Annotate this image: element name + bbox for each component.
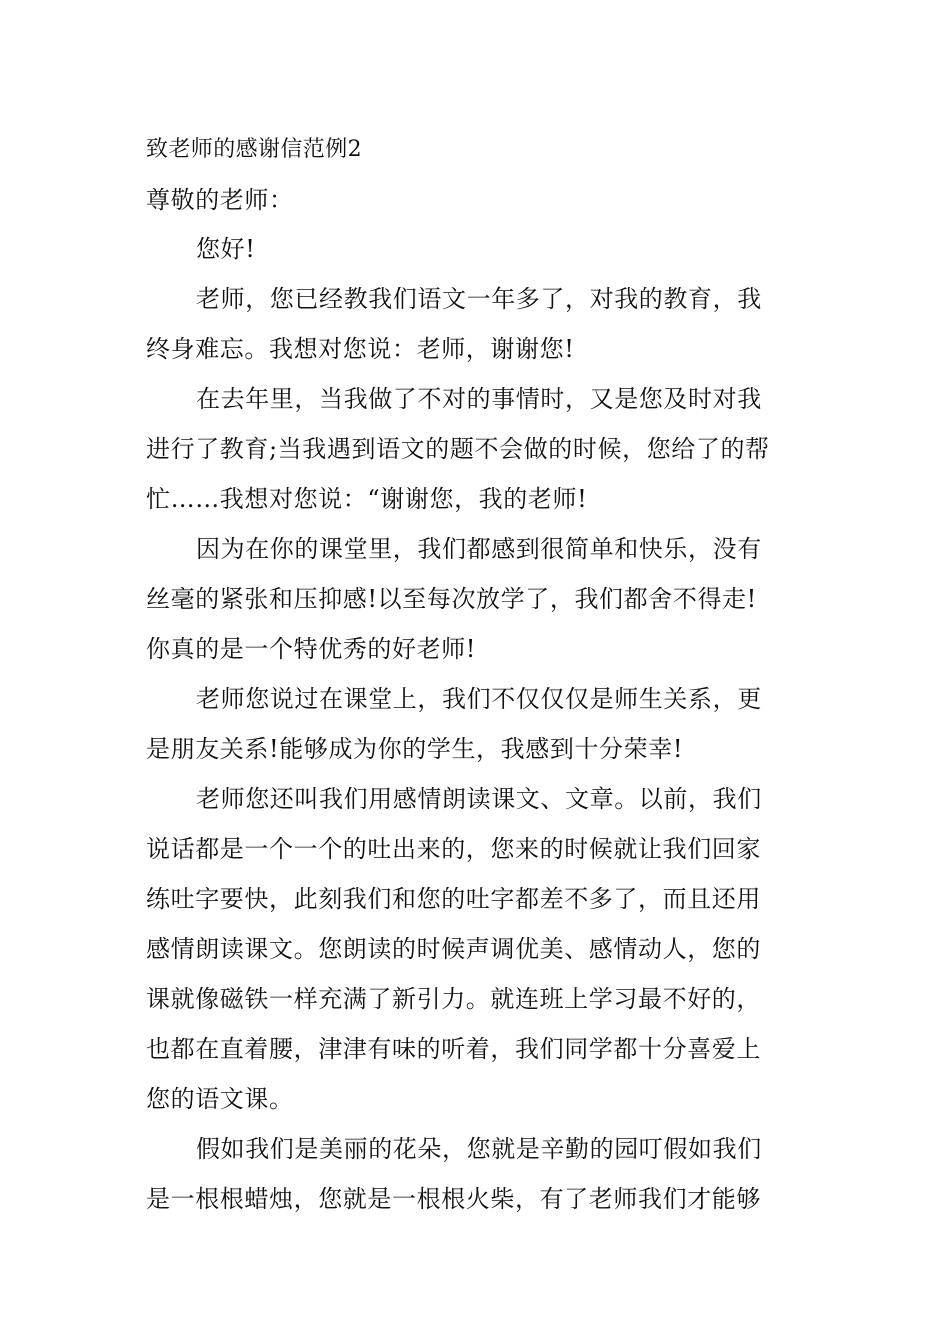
body-line: 老师，您已经教我们语文一年多了，对我的教育，我 — [196, 285, 762, 313]
body-line: 老师您还叫我们用感情朗读课文、文章。以前，我们 — [196, 785, 762, 813]
body-line: 假如我们是美丽的花朵，您就是辛勤的园叮假如我们 — [196, 1135, 762, 1163]
body-line: 因为在你的课堂里，我们都感到很简单和快乐，没有 — [196, 535, 762, 563]
body-line: 在去年里，当我做了不对的事情时，又是您及时对我 — [196, 385, 762, 413]
salutation: 尊敬的老师： — [146, 186, 294, 214]
body-line: 您的语文课。 — [146, 1085, 294, 1113]
body-line: 你真的是一个特优秀的好老师! — [146, 635, 477, 663]
body-line: 练吐字要快，此刻我们和您的吐字都差不多了，而且还用 — [146, 885, 761, 913]
document-title: 致老师的感谢信范例2 — [146, 137, 362, 162]
body-line: 是朋友关系!能够成为你的学生，我感到十分荣幸! — [146, 735, 684, 763]
body-line: 老师您说过在课堂上，我们不仅仅仅是师生关系，更 — [196, 685, 762, 713]
body-line: 进行了教育;当我遇到语文的题不会做的时候，您给了的帮 — [146, 435, 770, 463]
body-line: 感情朗读课文。您朗读的时候声调优美、感情动人，您的 — [146, 935, 761, 963]
body-line: 说话都是一个一个的吐出来的，您来的时候就让我们回家 — [146, 835, 761, 863]
body-line: 课就像磁铁一样充满了新引力。就连班上学习最不好的， — [146, 985, 761, 1013]
body-line: 终身难忘。我想对您说：老师，谢谢您! — [146, 335, 575, 363]
body-line: 是一根根蜡烛，您就是一根根火柴，有了老师我们才能够 — [146, 1185, 761, 1213]
body-line: 忙……我想对您说：“谢谢您，我的老师! — [146, 485, 588, 513]
greeting: 您好! — [196, 235, 256, 263]
body-line: 丝毫的紧张和压抑感!以至每次放学了，我们都舍不得走! — [146, 585, 757, 613]
body-line: 也都在直着腰，津津有味的听着，我们同学都十分喜爱上 — [146, 1035, 761, 1063]
